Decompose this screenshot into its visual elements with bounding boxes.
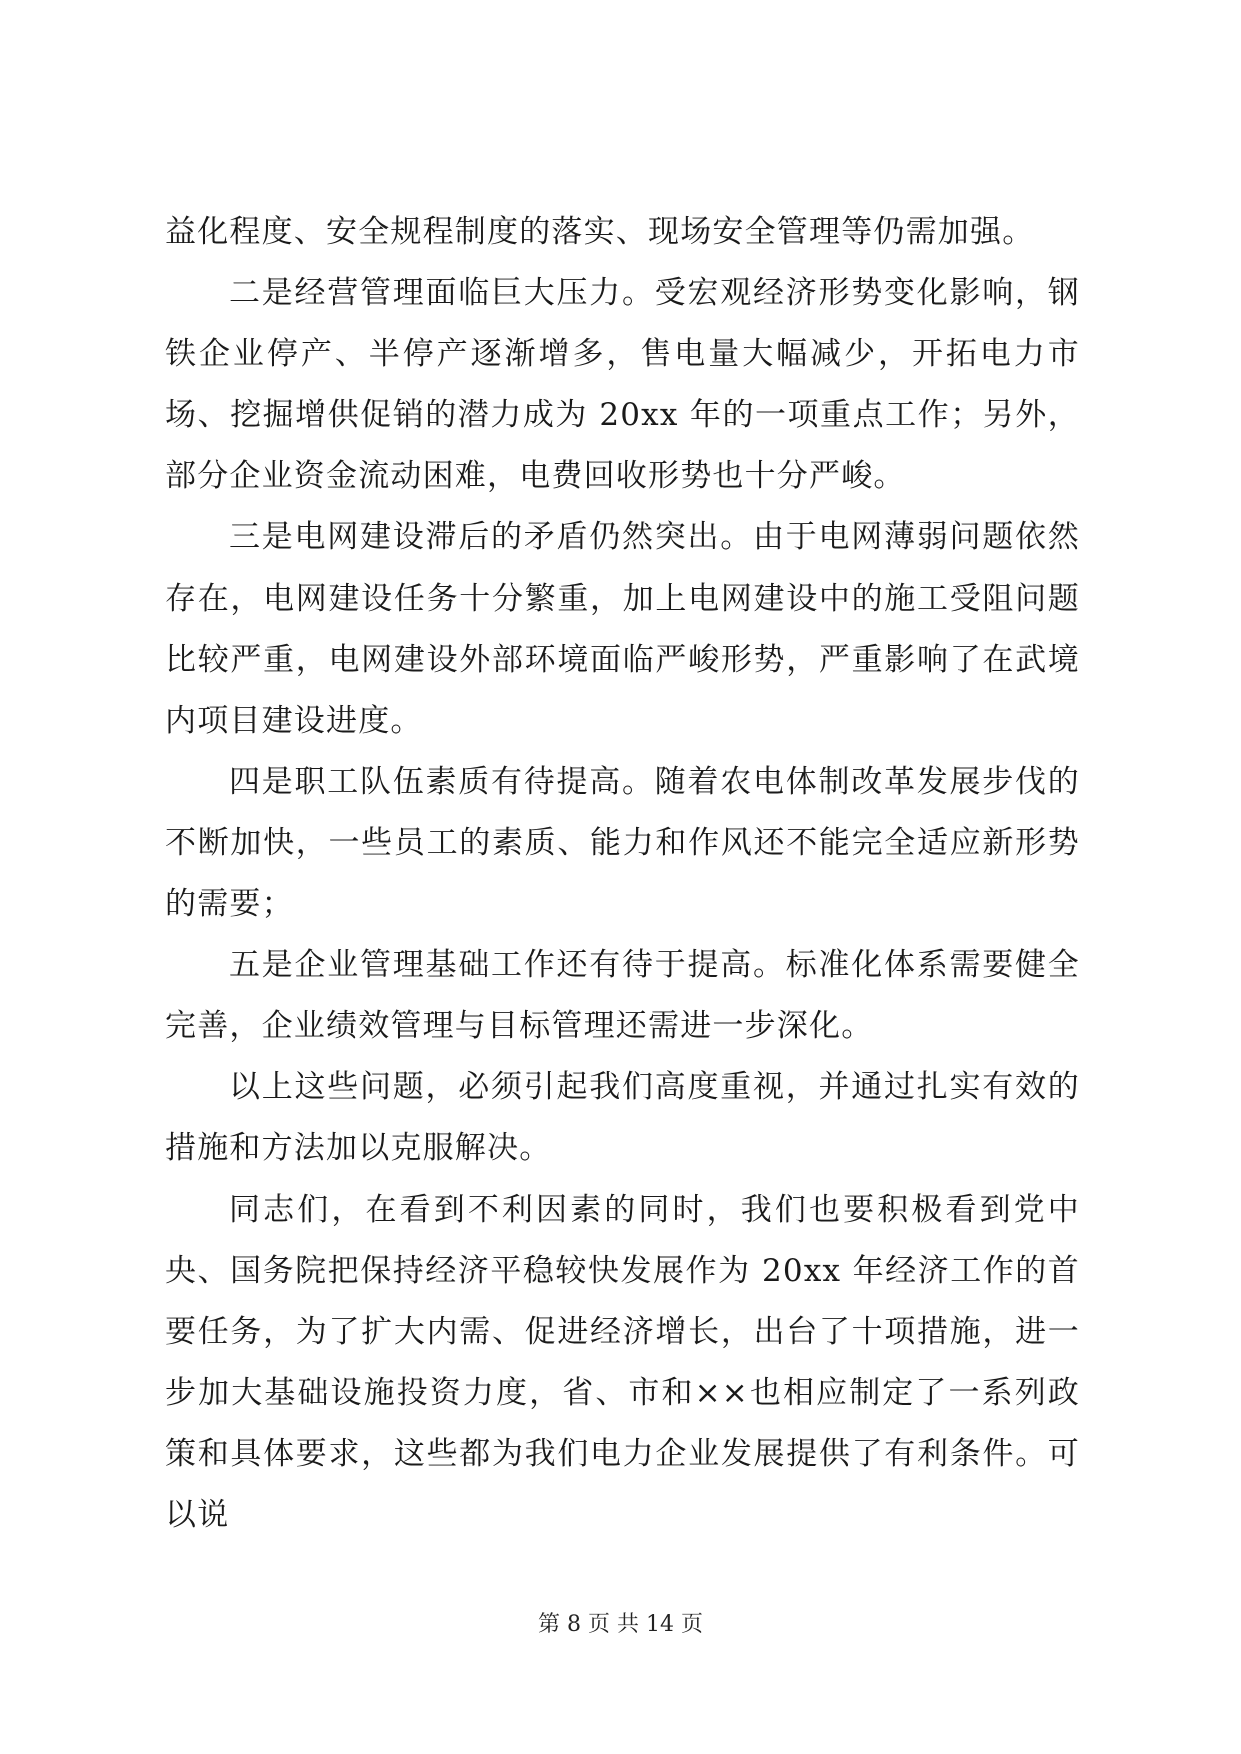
body-text: [165, 202, 1080, 1546]
paragraph-7: 同志们，在看到不利因素的同时，我们也要积极看到党中央、国务院把保持经济平稳较快发展作为 20xx 年经济工作的首要任务，为了扩大内需、促进经济增长，出台了十项措施，进一步加大基础设施投资力度，省、市和××也相应制定了一系列政策和具体要求，这些都为我们电力企业发展提供了有利条件。可以说: [165, 1191, 1080, 1533]
paragraph-4: 四是职工队伍素质有待提高。随着农电体制改革发展步伐的不断加快，一些员工的素质、能力和作风还不能完全适应新形势的需要；: [165, 763, 1080, 923]
paragraph-2: 二是经营管理面临巨大压力。受宏观经济形势变化影响，钢铁企业停产、半停产逐渐增多，售电量大幅减少，开拓电力市场、挖掘增供促销的潜力成为 20xx 年的一项重点工作；另外，部分企业资金流动困难，电费回收形势也十分严峻。: [165, 275, 1080, 495]
paragraph-5: 五是企业管理基础工作还有待于提高。标准化体系需要健全完善，企业绩效管理与目标管理还需进一步深化。: [165, 947, 1080, 1045]
paragraph-6: 以上这些问题，必须引起我们高度重视，并通过扎实有效的措施和方法加以克服解决。: [165, 1069, 1080, 1167]
paragraph-1: 益化程度、安全规程制度的落实、现场安全管理等仍需加强。: [165, 214, 1035, 250]
paragraph-3: 三是电网建设滞后的矛盾仍然突出。由于电网薄弱问题依然存在，电网建设任务十分繁重，加上电网建设中的施工受阻问题比较严重，电网建设外部环境面临严峻形势，严重影响了在武境内项目建设进度。: [165, 519, 1080, 739]
page-number-footer: 第 8 页 共 14 页: [538, 1612, 703, 1637]
